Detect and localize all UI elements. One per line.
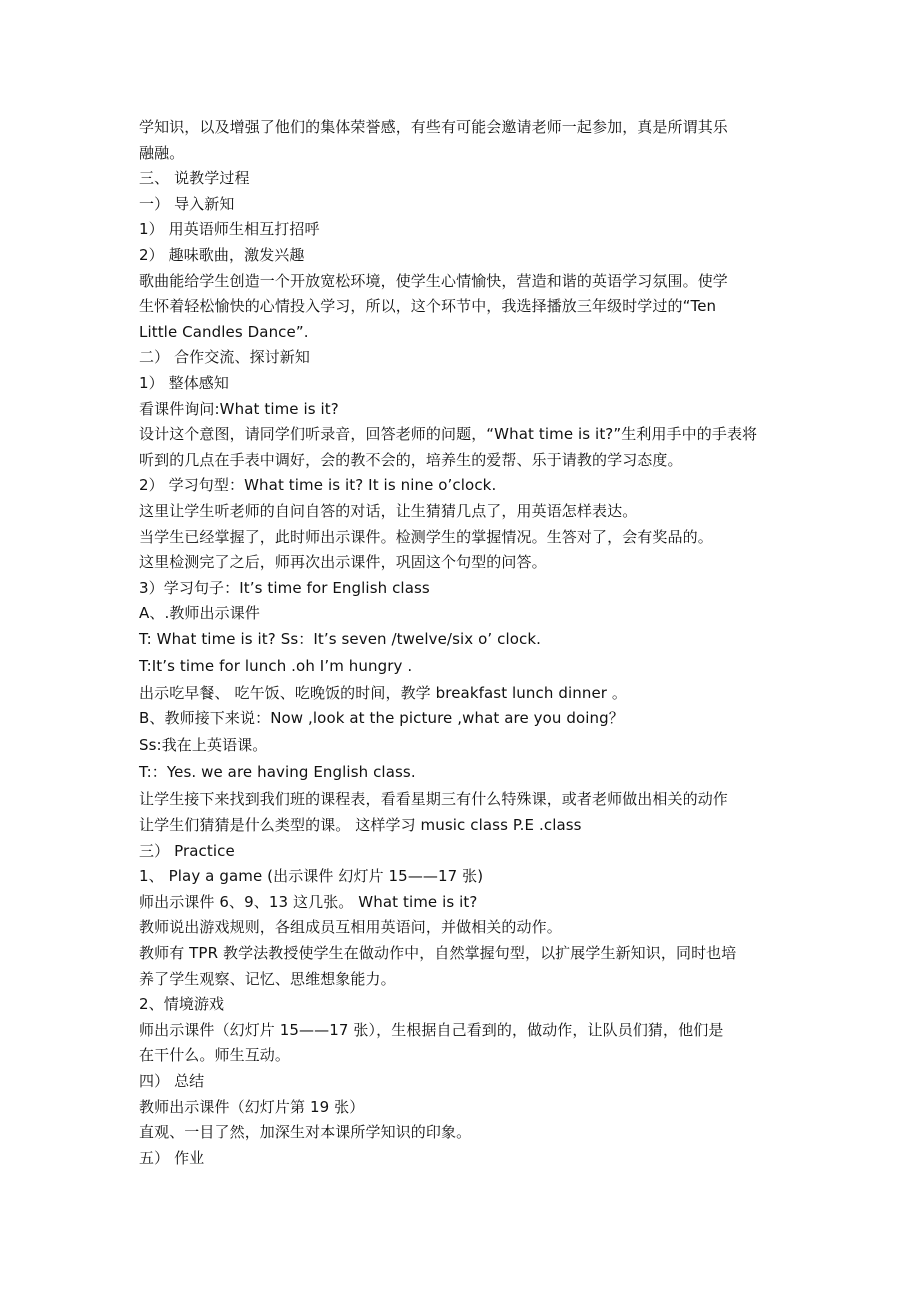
- text-line: 当学生已经掌握了，此时师出示课件。检测学生的掌握情况。生答对了，会有奖品的。: [139, 527, 713, 546]
- text-line: 歌曲能给学生创造一个开放宽松环境，使学生心情愉快，营造和谐的英语学习氛围。使学: [139, 271, 728, 290]
- subsection-heading: 三） Practice: [139, 841, 235, 860]
- text-line: 在干什么。师生互动。: [139, 1046, 291, 1065]
- text-line: 师出示课件（幻灯片 15——17 张），生根据自己看到的，做动作，让队员们猜，他们是: [139, 1020, 724, 1039]
- text-line: 融融。: [139, 143, 185, 162]
- text-line: 1、 Play a game (出示课件 幻灯片 15——17 张): [139, 867, 484, 886]
- text-line: 教师说出游戏规则，各组成员互相用英语问，并做相关的动作。: [139, 918, 562, 937]
- text-line: 学知识，以及增强了他们的集体荣誉感，有些有可能会邀请老师一起参加，真是所谓其乐: [139, 118, 728, 136]
- text-line: 教师有 TPR 教学法教授使学生在做动作中，自然掌握句型，以扩展学生新知识，同时也培: [139, 944, 737, 963]
- text-line: T: What time is it? Ss：It’s seven /twelve/six o’ clock.: [139, 629, 542, 648]
- subsection-heading: 五） 作业: [139, 1148, 205, 1167]
- document-body: [139, 115, 784, 1171]
- subsection-heading: 二） 合作交流、探讨新知: [139, 348, 310, 367]
- text-line: 这里让学生听老师的自问自答的对话，让生猜猜几点了，用英语怎样表达。: [139, 501, 638, 520]
- subsection-heading: 四） 总结: [139, 1072, 205, 1090]
- text-line: 2、情境游戏: [139, 995, 225, 1014]
- section-heading: 三、 说教学过程: [139, 169, 250, 188]
- text-line: 设计这个意图，请同学们听录音，回答老师的问题，“What time is it?”生利用手中的手表将: [139, 425, 758, 444]
- subsection-heading: 一） 导入新知: [139, 194, 235, 213]
- text-line: 让学生接下来找到我们班的课程表，看看星期三有什么特殊课，或者老师做出相关的动作: [139, 790, 728, 809]
- text-line: 出示吃早餐、 吃午饭、吃晚饭的时间，教学 breakfast lunch dinner 。: [139, 683, 628, 702]
- text-line: 养了学生观察、记忆、思维想象能力。: [139, 969, 396, 988]
- text-line: 师出示课件 6、9、13 这几张。 What time is it?: [139, 892, 478, 911]
- text-line: 看课件询问:What time is it?: [139, 399, 339, 418]
- text-line: Ss:我在上英语课。: [139, 736, 268, 755]
- text-line: 直观、一目了然，加深生对本课所学知识的印象。: [139, 1123, 472, 1142]
- text-line: 2） 学习句型：What time is it? It is nine o’clock.: [139, 476, 497, 495]
- text-line: 3）学习句子：It’s time for English class: [139, 578, 430, 597]
- text-line: 生怀着轻松愉快的心情投入学习，所以，这个环节中，我选择播放三年级时学过的“Ten: [139, 297, 717, 316]
- text-line: A、.教师出示课件: [139, 604, 260, 623]
- text-line: 让学生们猜猜是什么类型的课。 这样学习 music class P.E .class: [139, 816, 582, 835]
- text-line: T:：Yes. we are having English class.: [139, 763, 416, 782]
- text-line: 1） 整体感知: [139, 373, 230, 392]
- text-line: 1） 用英语师生相互打招呼: [139, 220, 320, 239]
- text-line: T:It’s time for lunch .oh I’m hungry .: [139, 656, 413, 675]
- text-line: 教师出示课件（幻灯片第 19 张）: [139, 1097, 365, 1116]
- text-line: 这里检测完了之后，师再次出示课件，巩固这个句型的问答。: [139, 553, 547, 572]
- text-line: 听到的几点在手表中调好，会的教不会的，培养生的爱帮、乐于请教的学习态度。: [139, 450, 683, 469]
- text-line: 2） 趣味歌曲，激发兴趣: [139, 245, 305, 264]
- text-line: Little Candles Dance”.: [139, 322, 309, 341]
- text-line: B、教师接下来说：Now ,look at the picture ,what are you doing？: [139, 709, 624, 728]
